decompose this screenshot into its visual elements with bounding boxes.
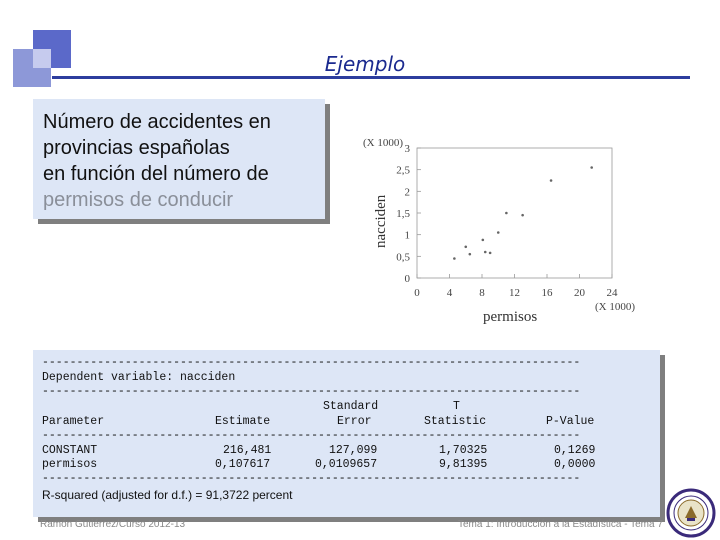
x-tick-label: 20 — [574, 287, 585, 299]
slide-title: Ejemplo — [324, 52, 406, 76]
row-constant-parameter: CONSTANT — [42, 444, 98, 457]
data-point — [497, 231, 500, 234]
question-line-4-text: permisos de conducir — [43, 189, 234, 211]
header-estimate: Estimate — [215, 415, 271, 428]
x-axis-label: permisos — [483, 309, 538, 325]
y-tick-label: 1,5 — [396, 208, 410, 220]
university-seal-logo — [666, 488, 716, 538]
y-tick-label: 2 — [404, 186, 410, 199]
row-permisos-std-error: 0,0109657 — [315, 458, 378, 471]
header-t: T — [453, 400, 460, 413]
dependent-variable-text: Dependent variable: nacciden — [42, 371, 236, 384]
data-point — [505, 212, 508, 215]
question-box — [33, 99, 325, 219]
question-line-4 — [43, 187, 315, 213]
row-constant-t: 1,70325 — [439, 444, 488, 457]
y-tick-label: 0 — [404, 273, 410, 285]
row-permisos-t: 9,81395 — [439, 458, 488, 471]
header-pvalue: P-Value — [546, 415, 595, 428]
x-tick-label: 8 — [479, 287, 485, 299]
x-tick-label: 12 — [509, 287, 520, 299]
data-point — [489, 252, 492, 255]
y-tick-label: 2,5 — [396, 164, 410, 177]
data-point — [484, 251, 487, 254]
y-tick-label: 0,5 — [396, 251, 410, 264]
header-parameter: Parameter — [42, 415, 105, 428]
data-point — [469, 253, 472, 256]
question-line-3: en función del número de — [43, 163, 269, 185]
data-point — [590, 166, 593, 169]
row-permisos-pvalue: 0,0000 — [554, 458, 596, 471]
x-tick-label: 0 — [414, 287, 420, 299]
question-line-2: provincias españolas — [43, 137, 230, 159]
y-tick-label: 3 — [404, 143, 410, 155]
row-constant-pvalue: 0,1269 — [554, 444, 596, 457]
footer-right: Tema 1: Introducción a la Estadística - Tema 7 — [458, 519, 663, 530]
scatter-chart — [355, 128, 655, 328]
data-point — [482, 239, 485, 242]
output-rule-top: ------------------------------------------------------------------------------ — [42, 356, 581, 369]
data-point — [521, 214, 524, 217]
output-rule-bottom: ------------------------------------------------------------------------------ — [42, 472, 581, 485]
output-rule-2: ------------------------------------------------------------------------------ — [42, 385, 581, 398]
decor-square-light — [33, 49, 51, 68]
y-tick-label: 1 — [404, 229, 410, 242]
data-point — [453, 257, 456, 260]
x-multiplier-label: (X 1000) — [595, 301, 636, 313]
y-multiplier-label: (X 1000) — [363, 137, 404, 149]
question-line-1: Número de accidentes en — [43, 111, 271, 133]
plot-frame — [417, 148, 612, 278]
row-permisos-estimate: 0,107617 — [215, 458, 271, 471]
regression-output-box — [33, 350, 660, 517]
header-error: Error — [337, 415, 372, 428]
y-axis-label: nacciden — [373, 194, 389, 248]
data-point — [464, 246, 467, 249]
x-tick-label: 4 — [446, 287, 453, 299]
data-point — [550, 179, 553, 182]
x-tick-label: 24 — [606, 287, 618, 299]
footer-left: Ramón Gutiérrez/Curso 2012-13 — [40, 519, 186, 530]
row-permisos-parameter: permisos — [42, 458, 98, 471]
output-rule-3: ------------------------------------------------------------------------------ — [42, 429, 581, 442]
row-constant-estimate: 216,481 — [223, 444, 272, 457]
header-standard: Standard — [323, 400, 379, 413]
rsquared-text: R-squared (adjusted for d.f.) = 91,3722 percent — [42, 488, 293, 502]
header-statistic: Statistic — [424, 415, 487, 428]
x-tick-label: 16 — [541, 287, 553, 299]
title-underline — [52, 76, 690, 79]
row-constant-std-error: 127,099 — [329, 444, 378, 457]
